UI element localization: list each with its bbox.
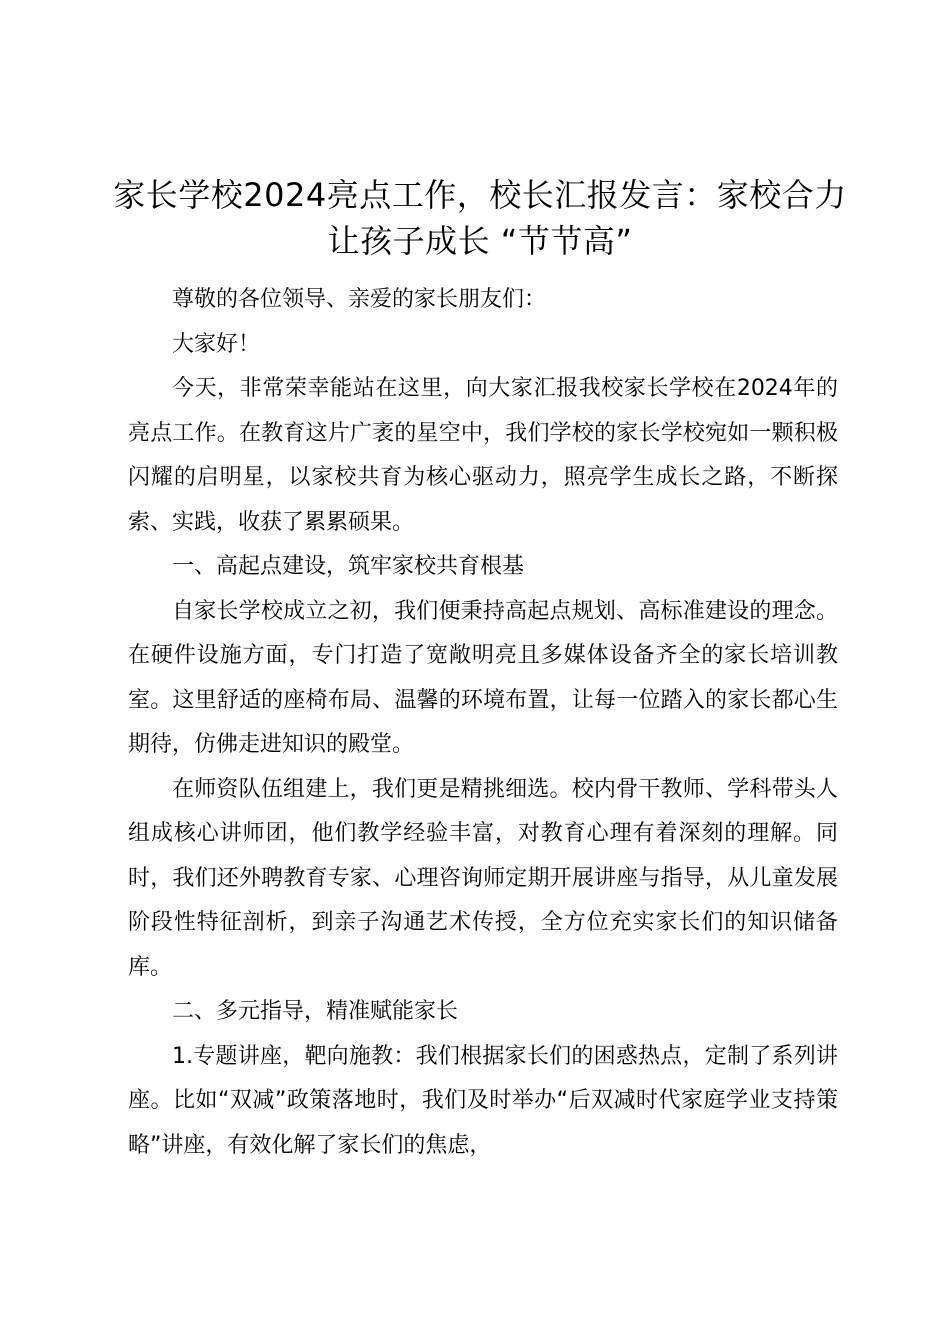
document-body <box>128 278 838 1168</box>
greeting: 大家好！ <box>172 331 261 357</box>
paragraph-lectures: 1.专题讲座，靶向施教：我们根据家长们的困惑热点，定制了系列讲座。比如“双减”政策落地时，我们及时举办“后双减时代家庭学业支持策略”讲座，有效化解了家长们的焦虑， <box>128 1043 838 1158</box>
paragraph-intro: 今天，非常荣幸能站在这里，向大家汇报我校家长学校在2024年的亮点工作。在教育这片广袤的星空中，我们学校的家长学校宛如一颗积极闪耀的启明星，以家校共育为核心驱动力，照亮学生成长之路，不断探索、实践，收获了累累硕果。 <box>128 376 838 535</box>
section-heading-2: 二、多元指导，精准赋能家长 <box>172 999 459 1024</box>
salutation: 尊敬的各位领导、亲爱的家长朋友们： <box>172 287 547 312</box>
section-heading-1: 一、高起点建设，筑牢家校共育根基 <box>172 554 525 579</box>
paragraph-teachers: 在师资队伍组建上，我们更是精挑细选。校内骨干教师、学科带头人组成核心讲师团，他们教学经验丰富，对教育心理有着深刻的理解。同时，我们还外聘教育专家、心理咨询师定期开展讲座与指导，从儿童发展阶段性特征剖析，到亲子沟通艺术传授，全方位充实家长们的知识储备库。 <box>128 776 838 980</box>
paragraph-facilities: 自家长学校成立之初，我们便秉持高起点规划、高标准建设的理念。在硬件设施方面，专门打造了宽敞明亮且多媒体设备齐全的家长培训教室。这里舒适的座椅布局、温馨的环境布置，让每一位踏入的家长都心生期待，仿佛走进知识的殿堂。 <box>128 598 838 757</box>
document-title: 家长学校2024亮点工作，校长汇报发言：家校合力让孩子成长 “节节高” <box>113 176 847 260</box>
